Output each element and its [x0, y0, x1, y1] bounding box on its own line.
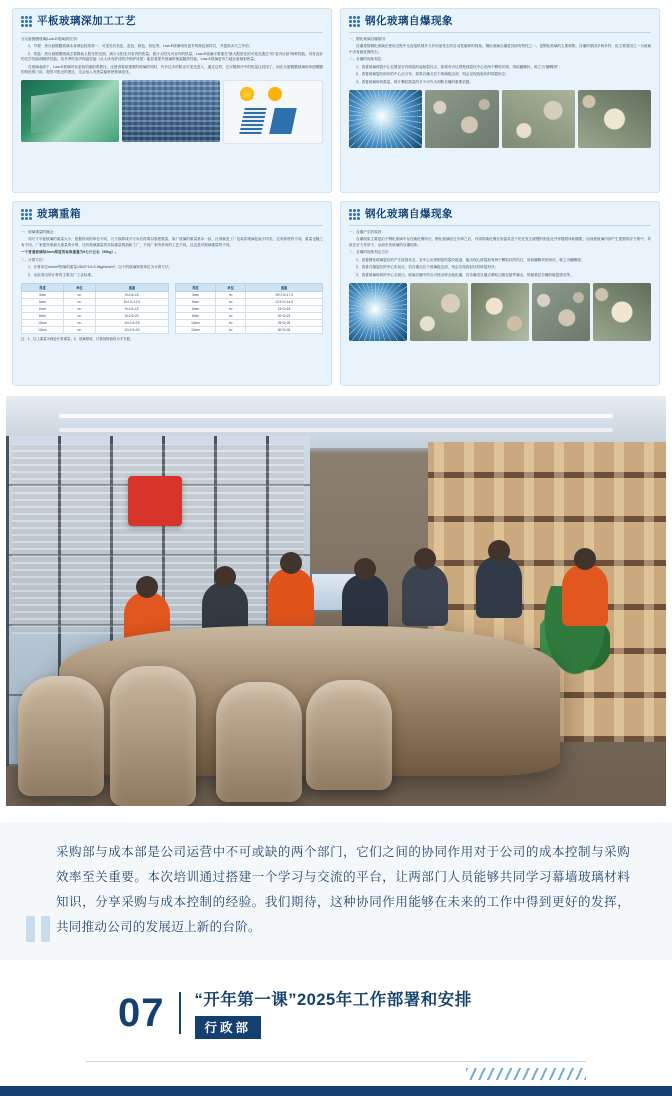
table-row [176, 305, 323, 312]
column-header: 重量 [246, 283, 323, 291]
photo-micrograph-3 [578, 90, 651, 148]
paragraph: 一、玻璃重量的概念： [21, 229, 57, 234]
photo-micrograph-2 [471, 283, 529, 341]
card-image-strip [21, 80, 323, 144]
table-row [176, 291, 323, 298]
diagram-low-e-comparison [223, 80, 323, 144]
paragraph: 1、外观：热反射镀膜玻璃本身颜色较浓厚一、可见光有灰色、蓝色、绿色、棕色等，Low-E玻璃则有更多的颜色和样式，并提高多次之外的。 [28, 44, 253, 49]
card-title: 钢化玻璃自爆现象 [365, 208, 453, 220]
cell: m² [216, 326, 246, 333]
cell: 20+3=23 [246, 312, 323, 319]
grid-dots-icon [21, 16, 32, 27]
paragraph: 一、钢化玻璃自爆原因： [349, 36, 389, 41]
table-row [22, 319, 169, 326]
paragraph: 自爆现象主要是由于钢化玻璃中存在硫化镍结石，钢化玻璃经过冷却之后，内部的硫化镍在常温状态下仍在发生缓慢的相变化并伴随着体积膨胀，因而使玻璃内部产生很强的应力集中，导致在应力作用下，从而引发玻璃的自爆现象。 [349, 237, 651, 247]
grid-dots-icon [21, 209, 32, 220]
cell: 25+3=28 [246, 319, 323, 326]
table-row [176, 326, 323, 333]
cell: 30+3=33 [246, 326, 323, 333]
cell: 12×2.5=30 [95, 326, 168, 333]
table-row [176, 312, 323, 319]
table-row [176, 298, 323, 305]
table-header-row [22, 283, 169, 291]
photo-attendee [562, 564, 608, 626]
photo-micrograph-3 [532, 283, 590, 341]
cell: 6×2.5=15 [95, 291, 168, 298]
photo-curtain-wall-building [122, 80, 220, 142]
cell: m² [216, 312, 246, 319]
footer-divider [86, 1061, 586, 1062]
photo-glass-crack-pattern [349, 90, 422, 148]
grid-dots-icon [349, 209, 360, 220]
photo-micrograph-1 [410, 283, 468, 341]
divider [349, 225, 651, 226]
photo-attendee [476, 556, 522, 618]
paragraph: 自爆是指钢化玻璃在使用过程中无直接机械外力作用而发生的自动性破碎的现象。钢化玻璃自爆是其固有特性之一，是钢化玻璃的主要缺陷，自爆的原因多种多样，但主要原因之一为玻璃中含有硫化镍结石。 [349, 44, 651, 54]
section-text-group [195, 986, 472, 1039]
cell: 5mm [22, 298, 64, 305]
cell: m² [216, 298, 246, 305]
cell: 10×2.5=25 [95, 319, 168, 326]
cell: 10mm [176, 319, 216, 326]
column-header: 单位 [64, 283, 96, 291]
cell: m² [64, 326, 96, 333]
cell: 12mm [22, 326, 64, 333]
card-glass-weight [12, 201, 332, 386]
photo-chair [306, 680, 392, 790]
cell: m² [64, 291, 96, 298]
section-subtitle-badge: 行政部 [195, 1016, 262, 1039]
cell: m² [64, 312, 96, 319]
cell: 15+2.5=17.5 [246, 291, 323, 298]
card-body [349, 37, 651, 86]
cell: 5mm [176, 298, 216, 305]
divider [21, 32, 323, 33]
paragraph: 在玻璃表面下，Low-E玻璃具有更低的遮阳系数比，这使得看似透明的玻璃的同时，许多过多的阳光可见光进入，通过这些，它可限制冷中的热量让封闭了。而在反射镀膜玻璃和单面镀膜的较低的门用，提供可见光的透过，这会低人发热量能够使玻璃变化。 [21, 64, 323, 75]
grid-dots-icon [349, 16, 360, 27]
card-image-strip [349, 283, 651, 341]
cell: 3mm [176, 291, 216, 298]
table-row [22, 298, 169, 305]
photo-attendee [402, 564, 448, 626]
card-body [21, 230, 323, 279]
photo-chair [216, 682, 302, 802]
cell: 15+3=18 [246, 305, 323, 312]
photo-chair [110, 666, 196, 806]
paragraph: 一个普通玻璃每2mm厚度的标准重量为5公斤左右（50kg）。 [21, 250, 119, 255]
section-title: “开年第一课”2025年工作部署和安排 [194, 991, 472, 1009]
paragraph: 当反射镀膜玻璃(Low-E玻璃)的区别： [21, 36, 81, 41]
photo-glass-crack-pattern [349, 283, 407, 341]
column-header: 重量 [95, 283, 168, 291]
cell: m² [64, 319, 96, 326]
cell: 8mm [22, 312, 64, 319]
table-row [22, 305, 169, 312]
divider [21, 225, 323, 226]
divider [179, 992, 181, 1034]
card-title: 平板玻璃深加工工艺 [37, 15, 136, 27]
section-heading [0, 960, 672, 1049]
footer-slash-decoration [466, 1068, 586, 1080]
card-header [21, 15, 323, 28]
paragraph: 一、自爆产生的原因： [349, 229, 385, 234]
cell: 12mm [176, 326, 216, 333]
paragraph: 二、计算方法： [21, 257, 47, 262]
card-image-strip [349, 90, 651, 148]
cell: m² [216, 291, 246, 298]
card-title: 玻璃重箱 [37, 208, 81, 220]
cell: m² [216, 319, 246, 326]
photo-green-glass-panels [21, 80, 119, 142]
photo-micrograph-2 [502, 90, 575, 148]
photo-micrograph-1 [425, 90, 498, 148]
card-title: 钢化玻璃自爆现象 [365, 15, 453, 27]
table-row [22, 326, 169, 333]
card-body [21, 37, 323, 76]
cell: 12.5+2=14.5 [246, 298, 323, 305]
paragraph: 3、查看玻璃碎块数量，碎片颗粒数量的多少可作为判断自爆的重要依据。 [356, 79, 473, 84]
card-header [21, 208, 323, 221]
cell: m² [64, 298, 96, 305]
cell: 6mm [22, 305, 64, 312]
paragraph: 1、查看钢化玻璃裂纹的产生原因状态，若中心出现明显的裂纹痕迹，能出现心碎裂痕有两个颗粒状的结石，形似蝴蝶状的形状，称之为蝴蝶斑； [356, 257, 585, 262]
cell: 3mm [22, 291, 64, 298]
table-note: 注：1、以上重量为理论计算重量；2、玻璃厚度、计算规格值均为平方数。 [21, 336, 134, 341]
paragraph: 1、计算单位mm/m²玻璃的重量=50/2*10=2.5kg/mm/m²，以个的玻璃厚度单位为计算方法； [28, 265, 173, 270]
table-row [22, 291, 169, 298]
card-tempered-glass-spontaneous-breakage-1 [340, 8, 660, 193]
card-flat-glass-processing [12, 8, 332, 193]
card-body [349, 230, 651, 279]
slide-cards-region [0, 0, 672, 386]
footer-bar [0, 1086, 672, 1096]
section-number: 07 [118, 990, 165, 1035]
card-row-2 [12, 201, 660, 386]
card-tempered-glass-spontaneous-breakage-2 [340, 201, 660, 386]
cell: 5×2.5=12.5 [95, 298, 168, 305]
divider [349, 32, 651, 33]
cell: 8mm [176, 312, 216, 319]
photo-red-banner [128, 476, 182, 526]
column-header: 厚度 [22, 283, 64, 291]
paragraph: 2、性能：热反射镀膜玻璃主要降低太阳光的光照，减少太阳光对室内的热量，做少太阳光对室内的热量，Low-E玻璃可着重在"最大限度化的可见光透过"和"室内反射"两种性能，具有良好的光学性能和隔热性能。其冬季的室内保温性能（从人体有舒适的冷热舒适度）能显著提升玻璃的保温隔热性能，Low-E玻璃更有力地反射辐射热量。 [21, 51, 323, 62]
card-header [349, 208, 651, 221]
cell: 10mm [22, 319, 64, 326]
photo-attendee [268, 568, 314, 630]
paragraph: 同尺寸平板玻璃的重量大小，根据所用的单位不同，尺寸换算成平方米后再乘以厚度数量，原厂玻璃的重量基本一致，区别就是工厂包装的玻璃包装不同类，还有厚度的不同，重量也随之有不同。厂家把所需最大重量的计算，还有玻璃重量的实际重量数值和工厂、不同厂家所采用的工艺不同，这也是对玻璃重量的不同。 [21, 237, 323, 247]
table-row [22, 312, 169, 319]
table-row [176, 319, 323, 326]
weight-table-2 [175, 283, 323, 334]
cell: 8×2.5=20 [95, 312, 168, 319]
cell: 6mm [176, 305, 216, 312]
paragraph: 3、查看玻璃碎块的中心无面凸，玻璃自爆中的点可使点碎点就化爆，若各爆发自爆点紧贴边缘在板件爆点，则最基层自爆的破裂情况等。 [356, 272, 574, 277]
summary-quote-block [0, 822, 672, 960]
paragraph: 2、查看自爆裂纹的中心布局点，若自爆点位于玻璃板边部，则会呈现放射状的碎裂形状； [356, 265, 499, 270]
weight-table-1 [21, 283, 169, 334]
paragraph: 1、查看玻璃碎裂中心位置是否有明显的起始裂纹点，如果有可以观察到裂纹中心有两个颗粒状物，形似蝴蝶状，称之为"蝴蝶斑"； [356, 64, 562, 69]
paragraph: 2、由此得出所计算的主要出厂工业标准。 [28, 272, 95, 277]
glass-weight-tables [21, 283, 323, 334]
cell: 6×2.5=15 [95, 305, 168, 312]
paragraph: 二、自爆的现象判定： [349, 57, 385, 62]
meeting-room-photo [6, 396, 666, 806]
card-header [349, 15, 651, 28]
cell: m² [64, 305, 96, 312]
table-header-row [176, 283, 323, 291]
quote-text: 采购部与成本部是公司运营中不可或缺的两个部门，它们之间的协同作用对于公司的成本控制与采购效率至关重要。本次培训通过搭建一个学习与交流的平台，让两部门人员能够共同学习幕墙玻璃材料知识，分享采购与成本控制的经验。我们期待，这种协同作用能够在未来的工作中得到更好的发挥，共同推动公司的发展迈上新的台阶。 [56, 845, 630, 934]
photo-micrograph-4 [593, 283, 651, 341]
photo-chair [18, 676, 104, 796]
cell: m² [216, 305, 246, 312]
paragraph: 二、自爆的现象判定方法： [349, 250, 393, 255]
card-row-1 [12, 8, 660, 193]
paragraph: 2、查看玻璃裂纹形状的中心点分布，如果自爆点位于玻璃板边部，则会呈现放射状的碎裂形态； [356, 72, 509, 77]
column-header: 厚度 [176, 283, 216, 291]
quote-mark-icon [26, 916, 52, 942]
column-header: 单位 [216, 283, 246, 291]
